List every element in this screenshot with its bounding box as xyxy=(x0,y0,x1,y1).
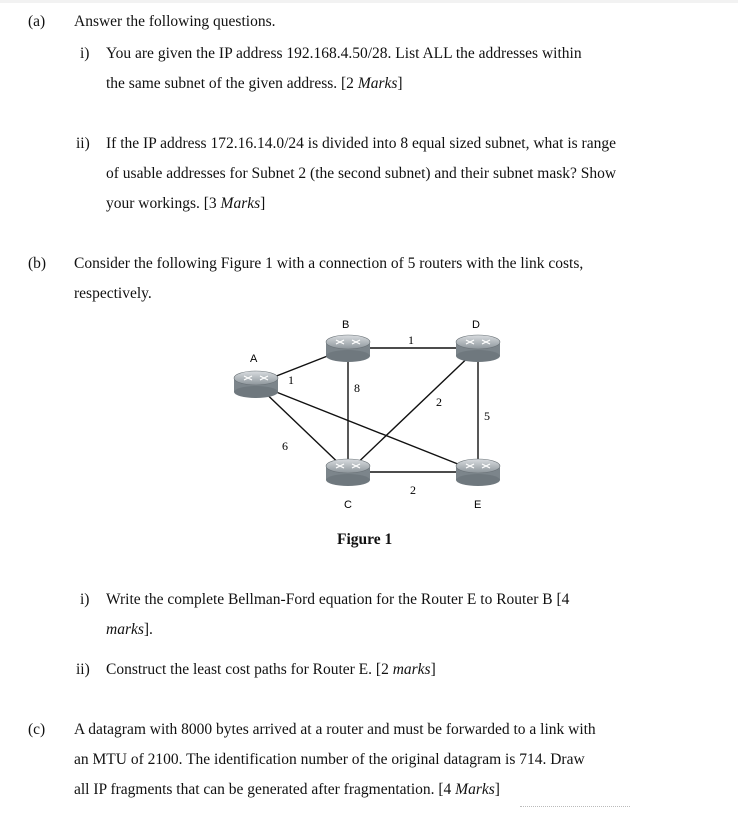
section-c-text: all IP fragments that can be generated after fragmentation. [4 xyxy=(74,781,456,798)
link-a-e xyxy=(256,384,478,472)
question-b-i-marks: marks xyxy=(106,621,144,638)
cost-label-b-d: 1 xyxy=(408,333,414,347)
section-b-line2: respectively. xyxy=(74,285,152,302)
question-b-ii-marks: marks xyxy=(392,661,431,678)
router-a-icon xyxy=(234,371,278,398)
section-a-label: (a) xyxy=(28,13,46,30)
question-a-ii-line1: If the IP address 172.16.14.0/24 is divided into 8 equal sized subnet, what is range xyxy=(106,135,616,152)
cost-label-a-b: 1 xyxy=(288,373,294,387)
question-b-i-number: i) xyxy=(80,591,90,608)
question-b-i-line2 xyxy=(106,620,153,640)
router-e-icon xyxy=(456,459,500,486)
cost-label-b-c: 8 xyxy=(354,381,360,395)
router-c-icon xyxy=(326,459,370,486)
cost-label-d-e: 5 xyxy=(484,409,490,423)
router-d-icon xyxy=(456,335,500,362)
question-b-i-line1: Write the complete Bellman-Ford equation for the Router E to Router B [4 xyxy=(106,591,570,608)
question-a-i-line1: You are given the IP address 192.168.4.50/28. List ALL the addresses within xyxy=(106,45,582,62)
section-c-line3 xyxy=(74,780,500,800)
router-label-a: A xyxy=(250,353,258,365)
router-network-diagram xyxy=(228,312,518,520)
section-c-marks: Marks xyxy=(455,781,495,798)
question-b-ii-number: ii) xyxy=(76,661,90,678)
question-b-ii-close: ] xyxy=(430,661,436,678)
section-c-close: ] xyxy=(494,781,500,798)
router-b-icon xyxy=(326,335,370,362)
section-b-line1: Consider the following Figure 1 with a connection of 5 routers with the link costs, xyxy=(74,255,584,272)
question-b-ii-line1 xyxy=(106,660,436,680)
question-a-i-number: i) xyxy=(80,45,90,62)
link-c-d xyxy=(348,348,478,472)
cost-label-c-e: 2 xyxy=(410,483,416,497)
section-c-label: (c) xyxy=(28,721,46,738)
question-a-i-close: ] xyxy=(397,75,403,92)
cost-label-c-d: 2 xyxy=(436,395,442,409)
question-a-i-marks: Marks xyxy=(357,75,398,92)
cost-label-a-c: 6 xyxy=(282,439,288,453)
link-a-c xyxy=(256,384,348,472)
router-label-e: E xyxy=(474,499,482,511)
question-a-ii-line2: of usable addresses for Subnet 2 (the second subnet) and their subnet mask? Show xyxy=(106,165,617,182)
page-top-edge xyxy=(0,0,738,3)
section-c-line2: an MTU of 2100. The identification number of the original datagram is 714. Draw xyxy=(74,751,585,768)
section-a-intro: Answer the following questions. xyxy=(74,13,276,30)
page-footer-dots xyxy=(520,806,630,813)
router-label-c: C xyxy=(344,499,352,511)
figure-caption: Figure 1 xyxy=(337,531,393,548)
question-a-ii-line3 xyxy=(106,194,265,214)
router-label-d: D xyxy=(472,319,480,331)
question-b-ii-text: Construct the least cost paths for Router E. [2 xyxy=(106,661,393,678)
section-c-line1: A datagram with 8000 bytes arrived at a router and must be forwarded to a link with xyxy=(74,721,596,738)
question-a-ii-close: ] xyxy=(260,195,266,212)
question-a-ii-marks: Marks xyxy=(220,195,261,212)
question-a-ii-number: ii) xyxy=(76,135,90,152)
router-label-b: B xyxy=(342,319,350,331)
question-a-ii-text: your workings. [3 xyxy=(106,195,221,212)
section-b-label: (b) xyxy=(28,255,47,272)
question-a-i-line2 xyxy=(106,74,403,94)
question-b-i-close: ]. xyxy=(143,621,153,638)
question-a-i-text: the same subnet of the given address. [2 xyxy=(106,75,358,92)
